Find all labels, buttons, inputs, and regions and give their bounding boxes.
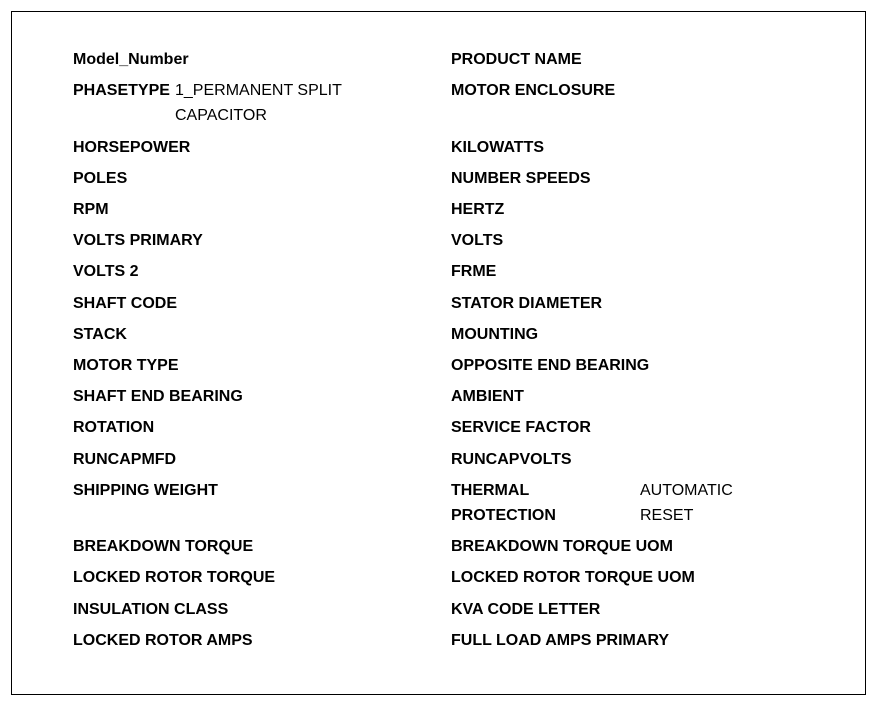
spec-label: MOTOR ENCLOSURE: [451, 82, 616, 99]
spec-label: POLES: [73, 170, 128, 187]
spec-label: STATOR DIAMETER: [451, 295, 603, 312]
spec-label: NUMBER SPEEDS: [451, 170, 591, 187]
spec-sheet-frame: [11, 11, 866, 695]
spec-label: FRME: [451, 263, 497, 280]
spec-label: RUNCAPMFD: [73, 451, 177, 468]
spec-label: FULL LOAD AMPS PRIMARY: [451, 632, 670, 649]
spec-label: Model_Number: [73, 51, 189, 68]
spec-label: AMBIENT: [451, 388, 524, 405]
spec-label: VOLTS 2: [73, 263, 139, 280]
spec-label: SHAFT CODE: [73, 295, 177, 312]
spec-label: MOTOR TYPE: [73, 357, 179, 374]
spec-label: BREAKDOWN TORQUE UOM: [451, 538, 673, 555]
spec-label: LOCKED ROTOR AMPS: [73, 632, 253, 649]
spec-label: RUNCAPVOLTS: [451, 451, 572, 468]
spec-label: PHASETYPE: [73, 82, 170, 99]
spec-label: MOUNTING: [451, 326, 539, 343]
spec-label: LOCKED ROTOR TORQUE UOM: [451, 569, 695, 586]
spec-label: RPM: [73, 201, 109, 218]
spec-value: AUTOMATIC RESET: [640, 482, 733, 524]
spec-label: HERTZ: [451, 201, 505, 218]
spec-label: SHIPPING WEIGHT: [73, 482, 218, 499]
spec-label: SHAFT END BEARING: [73, 388, 243, 405]
spec-label: ROTATION: [73, 419, 155, 436]
spec-label: VOLTS: [451, 232, 504, 249]
spec-label: BREAKDOWN TORQUE: [73, 538, 254, 555]
spec-label: PRODUCT NAME: [451, 51, 582, 68]
spec-label: HORSEPOWER: [73, 139, 191, 156]
spec-label: LOCKED ROTOR TORQUE: [73, 569, 276, 586]
spec-label: VOLTS PRIMARY: [73, 232, 203, 249]
spec-label: OPPOSITE END BEARING: [451, 357, 650, 374]
spec-label: KVA CODE LETTER: [451, 601, 601, 618]
spec-label: STACK: [73, 326, 127, 343]
spec-label: INSULATION CLASS: [73, 601, 229, 618]
spec-label: THERMAL PROTECTION: [451, 482, 556, 524]
spec-value: 1_PERMANENT SPLIT CAPACITOR: [175, 82, 342, 124]
spec-label: KILOWATTS: [451, 139, 545, 156]
spec-label: SERVICE FACTOR: [451, 419, 591, 436]
